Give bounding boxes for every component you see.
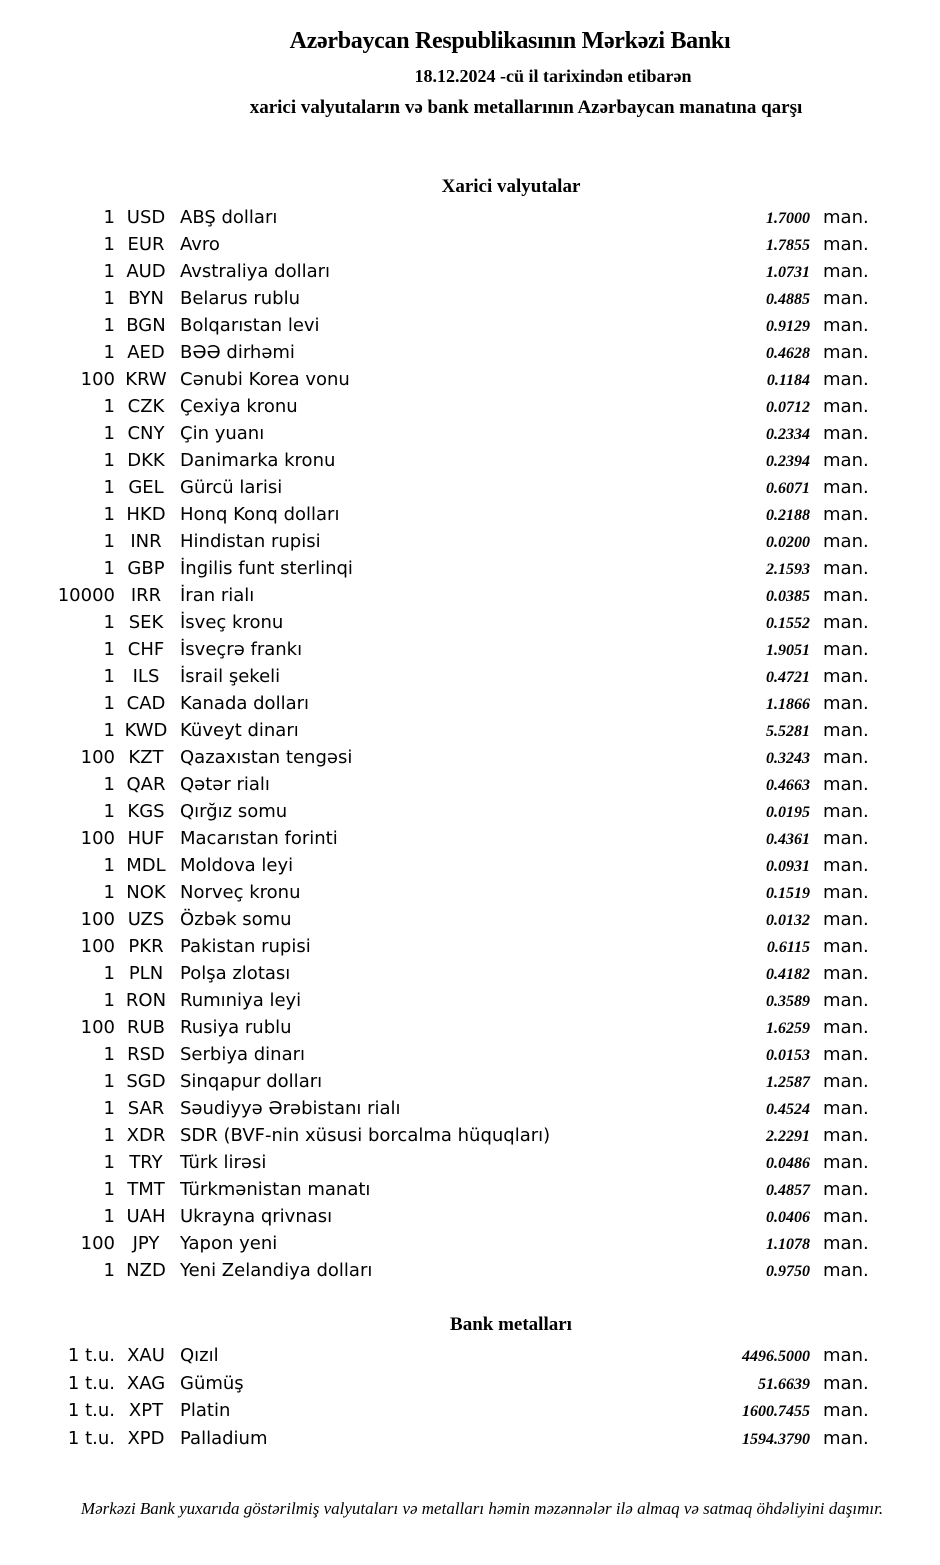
row-currency-code: KWD	[124, 720, 168, 741]
row-currency-name: Polşa zlotası	[180, 963, 291, 984]
rate-row	[0, 447, 940, 474]
row-rate-value: 0.2188	[766, 507, 810, 524]
row-currency-name: Yeni Zelandiya dolları	[180, 1260, 373, 1281]
row-quantity: 1 t.u.	[67, 1400, 115, 1421]
row-unit-label: man.	[823, 1400, 869, 1421]
rate-row	[0, 366, 940, 393]
row-rate-value: 1594.3790	[742, 1430, 810, 1448]
row-rate-value: 1600.7455	[742, 1403, 810, 1420]
rate-row	[0, 1342, 940, 1370]
row-currency-name: Platin	[180, 1400, 231, 1421]
row-rate-value: 0.4721	[766, 669, 810, 686]
row-currency-code: RON	[125, 990, 167, 1011]
row-currency-name: İsveç kronu	[180, 612, 284, 633]
rate-row	[0, 393, 940, 420]
row-currency-name: İran rialı	[180, 585, 255, 606]
row-unit-label: man.	[823, 1098, 869, 1119]
row-unit-label: man.	[823, 1017, 869, 1038]
row-rate-value: 0.4628	[766, 345, 810, 362]
row-currency-name: Serbiya dinarı	[180, 1044, 305, 1065]
rate-row	[0, 852, 940, 879]
row-unit-label: man.	[823, 747, 869, 768]
row-quantity: 1 t.u.	[67, 1427, 115, 1449]
row-currency-name: Avstraliya dolları	[180, 261, 331, 282]
rate-row	[0, 1397, 940, 1425]
rate-row	[0, 474, 940, 501]
row-quantity: 1	[103, 504, 115, 525]
row-rate-value: 0.1184	[766, 372, 810, 389]
row-currency-code: KGS	[127, 801, 165, 822]
row-currency-code: NZD	[126, 1260, 166, 1281]
row-quantity: 1	[103, 1044, 115, 1065]
rate-row	[0, 1230, 940, 1257]
rate-row	[0, 528, 940, 555]
row-quantity: 100	[80, 909, 115, 930]
row-quantity: 1	[103, 639, 115, 660]
row-quantity: 100	[80, 747, 115, 768]
row-rate-value: 0.4182	[766, 966, 810, 983]
row-currency-name: İsrail şekeli	[180, 666, 281, 687]
rate-row	[0, 1041, 940, 1068]
effective-date-line: 18.12.2024 -cü il tarixindən etibarən	[414, 66, 692, 86]
row-unit-label: man.	[823, 504, 869, 525]
row-quantity: 1	[103, 963, 115, 984]
row-currency-code: MDL	[126, 855, 166, 876]
row-unit-label: man.	[823, 477, 869, 498]
row-quantity: 100	[80, 369, 115, 390]
row-currency-code: CHF	[127, 639, 165, 660]
rate-row	[0, 879, 940, 906]
row-currency-code: BGN	[126, 315, 166, 336]
row-rate-value: 2.2291	[766, 1128, 810, 1145]
row-unit-label: man.	[823, 450, 869, 471]
row-rate-value: 0.0486	[766, 1155, 810, 1172]
row-currency-code: QAR	[126, 774, 166, 795]
row-unit-label: man.	[823, 1345, 869, 1366]
row-quantity: 100	[80, 828, 115, 849]
row-rate-value: 0.9129	[766, 318, 810, 335]
row-rate-value: 0.2334	[766, 426, 810, 443]
row-currency-code: SGD	[126, 1071, 166, 1092]
row-unit-label: man.	[823, 396, 869, 417]
rate-row	[0, 1068, 940, 1095]
rate-row	[0, 1257, 940, 1284]
row-unit-label: man.	[823, 1179, 869, 1200]
row-unit-label: man.	[823, 1152, 869, 1173]
row-quantity: 1	[103, 396, 115, 417]
row-quantity: 1	[103, 477, 115, 498]
row-currency-code: KZT	[128, 747, 164, 768]
row-quantity: 1	[103, 423, 115, 444]
rate-row	[0, 231, 940, 258]
row-currency-name: Rumıniya leyi	[180, 990, 302, 1011]
rate-row	[0, 771, 940, 798]
rate-row	[0, 744, 940, 771]
row-rate-value: 1.1866	[766, 696, 810, 713]
row-currency-code: PKR	[128, 936, 164, 957]
row-rate-value: 4496.5000	[742, 1348, 810, 1365]
row-currency-name: Sinqapur dolları	[180, 1071, 323, 1092]
row-quantity: 1	[103, 450, 115, 471]
row-rate-value: 51.6639	[758, 1375, 810, 1393]
row-rate-value: 0.0406	[766, 1209, 810, 1226]
row-currency-code: IRR	[130, 585, 162, 606]
row-currency-name: Hindistan rupisi	[180, 531, 321, 552]
row-rate-value: 0.0712	[766, 399, 810, 416]
rate-row	[0, 825, 940, 852]
row-rate-value: 0.4361	[766, 831, 810, 848]
row-quantity: 1	[103, 1179, 115, 1200]
row-currency-code: CAD	[126, 693, 166, 714]
rate-row	[0, 1149, 940, 1176]
row-currency-code: UAH	[126, 1206, 166, 1227]
row-currency-name: Belarus rublu	[180, 288, 301, 309]
row-unit-label: man.	[823, 531, 869, 552]
row-currency-name: Çin yuanı	[180, 423, 265, 444]
row-unit-label: man.	[823, 234, 869, 255]
row-rate-value: 0.6115	[766, 939, 810, 956]
row-quantity: 10000	[57, 585, 115, 606]
row-unit-label: man.	[823, 963, 869, 984]
row-rate-value: 1.7855	[766, 237, 810, 254]
rate-row	[0, 636, 940, 663]
row-rate-value: 1.6259	[766, 1020, 810, 1037]
row-quantity: 1	[103, 261, 115, 282]
rate-row	[0, 933, 940, 960]
row-currency-name: Qazaxıstan tengəsi	[180, 747, 353, 768]
row-rate-value: 0.1519	[766, 885, 810, 902]
row-currency-code: CNY	[127, 423, 165, 444]
row-currency-name: Türkmənistan manatı	[180, 1179, 371, 1200]
row-currency-name: Çexiya kronu	[180, 396, 298, 417]
row-currency-name: Norveç kronu	[180, 882, 301, 903]
row-rate-value: 0.4885	[766, 291, 810, 308]
row-rate-value: 1.0731	[766, 264, 810, 281]
row-currency-code: XAU	[127, 1345, 165, 1366]
row-unit-label: man.	[823, 288, 869, 309]
rate-row	[0, 609, 940, 636]
rate-row	[0, 420, 940, 447]
rate-row	[0, 717, 940, 744]
row-currency-code: USD	[126, 207, 166, 228]
row-quantity: 1	[103, 612, 115, 633]
row-quantity: 1	[103, 1206, 115, 1227]
row-rate-value: 0.0200	[766, 534, 810, 551]
rate-row	[0, 690, 940, 717]
row-currency-name: ABŞ dolları	[180, 207, 278, 228]
row-unit-label: man.	[823, 585, 869, 606]
row-quantity: 1	[103, 882, 115, 903]
row-unit-label: man.	[823, 639, 869, 660]
row-currency-code: DKK	[127, 450, 165, 471]
row-quantity: 1	[103, 1071, 115, 1092]
row-unit-label: man.	[823, 1044, 869, 1065]
row-unit-label: man.	[823, 801, 869, 822]
row-unit-label: man.	[823, 909, 869, 930]
row-rate-value: 0.0385	[766, 588, 810, 605]
row-currency-code: RUB	[126, 1017, 166, 1038]
row-currency-name: Küveyt dinarı	[180, 720, 299, 741]
row-quantity: 1	[103, 234, 115, 255]
row-unit-label: man.	[823, 882, 869, 903]
row-unit-label: man.	[823, 315, 869, 336]
rate-row	[0, 501, 940, 528]
row-rate-value: 0.1552	[766, 615, 810, 632]
row-rate-value: 0.4663	[766, 777, 810, 794]
rate-row	[0, 339, 940, 366]
row-quantity: 1	[103, 531, 115, 552]
row-unit-label: man.	[823, 936, 869, 957]
row-unit-label: man.	[823, 261, 869, 282]
row-rate-value: 0.9750	[766, 1263, 810, 1280]
row-rate-value: 0.2394	[766, 453, 810, 470]
row-currency-name: Bolqarıstan levi	[180, 315, 320, 336]
row-rate-value: 0.0931	[766, 858, 810, 875]
row-currency-name: İsveçrə frankı	[180, 639, 303, 660]
row-currency-code: TRY	[129, 1152, 163, 1173]
row-currency-name: Rusiya rublu	[180, 1017, 292, 1038]
rate-row	[0, 285, 940, 312]
row-currency-name: Ukrayna qrivnası	[180, 1206, 333, 1227]
row-currency-name: Danimarka kronu	[180, 450, 336, 471]
obligation-note: Mərkəzi Bank yuxarıda göstərilmiş valyutaları və metalları həmin məzənnələr ilə almaq və satmaq öhdəliyini daşımır.	[80, 1499, 884, 1518]
row-currency-code: RSD	[127, 1044, 165, 1065]
page-subtitle: xarici valyutaların və bank metallarının Azərbaycan manatına qarşı	[249, 97, 803, 118]
row-unit-label: man.	[823, 828, 869, 849]
row-quantity: 1	[103, 720, 115, 741]
row-rate-value: 2.1593	[766, 561, 810, 578]
row-rate-value: 0.6071	[766, 480, 810, 497]
row-currency-name: Pakistan rupisi	[180, 936, 311, 957]
rate-row	[0, 1014, 940, 1041]
row-quantity: 1	[103, 342, 115, 363]
row-currency-code: INR	[130, 531, 162, 552]
row-currency-code: UZS	[127, 909, 165, 930]
row-rate-value: 1.2587	[766, 1074, 810, 1091]
row-unit-label: man.	[823, 423, 869, 444]
row-currency-code: GBP	[127, 558, 165, 579]
row-currency-code: PLN	[128, 963, 164, 984]
rate-row	[0, 258, 940, 285]
rate-row	[0, 582, 940, 609]
row-quantity: 1	[103, 1152, 115, 1173]
row-unit-label: man.	[823, 1206, 869, 1227]
rate-row	[0, 906, 940, 933]
rate-row	[0, 1370, 940, 1398]
row-unit-label: man.	[823, 1260, 869, 1281]
row-rate-value: 1.7000	[766, 210, 810, 227]
rate-row	[0, 960, 940, 987]
row-quantity: 1	[103, 693, 115, 714]
row-currency-code: JPY	[132, 1233, 160, 1254]
row-currency-code: HKD	[126, 504, 166, 525]
rate-row	[0, 312, 940, 339]
row-unit-label: man.	[823, 1372, 869, 1394]
row-quantity: 1	[103, 855, 115, 876]
row-quantity: 1	[103, 315, 115, 336]
row-quantity: 1	[103, 990, 115, 1011]
row-quantity: 1	[103, 666, 115, 687]
row-currency-name: Özbək somu	[180, 909, 292, 930]
row-quantity: 1	[103, 207, 115, 228]
row-currency-name: Səudiyyə Ərəbistanı rialı	[180, 1098, 401, 1119]
row-unit-label: man.	[823, 990, 869, 1011]
row-rate-value: 0.0195	[766, 804, 810, 821]
row-unit-label: man.	[823, 1071, 869, 1092]
row-rate-value: 0.0132	[766, 912, 810, 929]
row-unit-label: man.	[823, 666, 869, 687]
section-title-foreign-currencies: Xarici valyutalar	[441, 176, 581, 197]
row-quantity: 1 t.u.	[67, 1345, 115, 1366]
rate-row	[0, 555, 940, 582]
row-currency-code: AED	[127, 342, 165, 363]
row-rate-value: 1.1078	[766, 1236, 810, 1253]
row-currency-code: AUD	[126, 261, 166, 282]
row-currency-code: CZK	[127, 396, 165, 417]
row-currency-code: XPT	[128, 1400, 164, 1421]
row-unit-label: man.	[823, 1233, 869, 1254]
row-currency-name: Macarıstan forinti	[180, 828, 338, 849]
row-currency-name: Gümüş	[180, 1372, 244, 1394]
row-currency-code: XPD	[127, 1427, 165, 1449]
row-rate-value: 0.4857	[766, 1182, 810, 1199]
row-quantity: 1	[103, 1098, 115, 1119]
row-currency-code: GEL	[128, 477, 164, 498]
row-quantity: 1	[103, 801, 115, 822]
row-currency-name: Qətər rialı	[180, 774, 270, 795]
row-quantity: 1 t.u.	[67, 1372, 115, 1394]
rate-row	[0, 663, 940, 690]
row-currency-code: TMT	[127, 1179, 165, 1200]
section-title-bank-metals: Bank metalları	[450, 1314, 572, 1335]
row-unit-label: man.	[823, 558, 869, 579]
row-unit-label: man.	[823, 1427, 869, 1449]
row-unit-label: man.	[823, 207, 869, 228]
row-unit-label: man.	[823, 1125, 869, 1146]
row-currency-name: Palladium	[180, 1427, 268, 1449]
page-title: Azərbaycan Respublikasının Mərkəzi Bankı	[289, 28, 731, 54]
row-quantity: 100	[80, 1017, 115, 1038]
row-currency-name: Türk lirəsi	[180, 1152, 267, 1173]
row-currency-name: İngilis funt sterlinqi	[180, 558, 353, 579]
row-currency-code: SEK	[128, 612, 164, 633]
row-unit-label: man.	[823, 369, 869, 390]
row-rate-value: 5.5281	[766, 723, 810, 740]
row-unit-label: man.	[823, 693, 869, 714]
rate-row	[0, 1203, 940, 1230]
row-quantity: 1	[103, 288, 115, 309]
row-unit-label: man.	[823, 774, 869, 795]
currency-rate-list	[0, 204, 940, 1284]
row-rate-value: 0.3243	[766, 750, 810, 767]
row-currency-name: Moldova leyi	[180, 855, 294, 876]
row-currency-name: Yapon yeni	[180, 1233, 278, 1254]
rate-row	[0, 798, 940, 825]
row-currency-code: SAR	[127, 1098, 165, 1119]
row-currency-name: Honq Konq dolları	[180, 504, 340, 525]
row-currency-name: BƏƏ dirhəmi	[180, 342, 295, 363]
row-rate-value: 0.0153	[766, 1047, 810, 1064]
row-currency-name: Qızıl	[180, 1345, 219, 1366]
row-rate-value: 0.4524	[766, 1101, 810, 1118]
row-currency-name: Cənubi Korea vonu	[180, 369, 350, 390]
rate-row	[0, 1176, 940, 1203]
row-currency-name: Kanada dolları	[180, 693, 310, 714]
row-currency-code: KRW	[125, 369, 167, 390]
row-rate-value: 0.3589	[766, 993, 810, 1010]
row-currency-name: SDR (BVF-nin xüsusi borcalma hüquqları)	[180, 1125, 551, 1146]
row-currency-code: XDR	[126, 1125, 166, 1146]
row-currency-code: XAG	[126, 1372, 166, 1394]
rate-row	[0, 987, 940, 1014]
row-currency-code: NOK	[126, 882, 166, 903]
rate-row	[0, 1425, 940, 1453]
row-currency-code: ILS	[132, 666, 160, 687]
row-currency-code: BYN	[128, 288, 164, 309]
rate-row	[0, 204, 940, 231]
row-quantity: 1	[103, 1125, 115, 1146]
row-currency-name: Avro	[180, 234, 220, 255]
exchange-rate-bulletin	[0, 26, 940, 1565]
row-unit-label: man.	[823, 612, 869, 633]
row-unit-label: man.	[823, 720, 869, 741]
row-quantity: 100	[80, 936, 115, 957]
row-currency-code: EUR	[127, 234, 165, 255]
rate-row	[0, 1095, 940, 1122]
row-rate-value: 1.9051	[766, 642, 810, 659]
metal-rate-list	[0, 1342, 940, 1452]
row-quantity: 100	[80, 1233, 115, 1254]
row-quantity: 1	[103, 774, 115, 795]
row-quantity: 1	[103, 1260, 115, 1281]
row-currency-name: Gürcü larisi	[180, 477, 283, 498]
row-quantity: 1	[103, 558, 115, 579]
row-currency-code: HUF	[127, 828, 165, 849]
row-currency-name: Qırğız somu	[180, 801, 288, 822]
row-unit-label: man.	[823, 342, 869, 363]
row-unit-label: man.	[823, 855, 869, 876]
rate-row	[0, 1122, 940, 1149]
